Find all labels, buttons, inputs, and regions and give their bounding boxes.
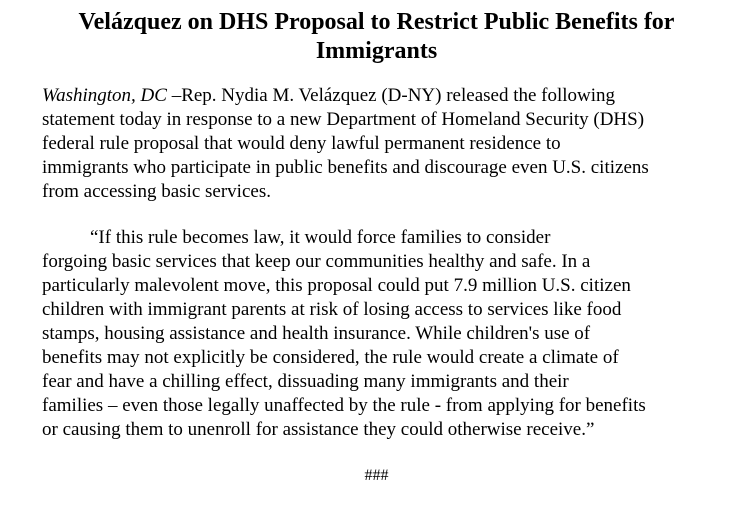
intro-paragraph (42, 84, 649, 204)
end-mark: ### (364, 467, 389, 484)
intro-line: from accessing basic services. (42, 181, 271, 202)
quote-line: benefits may not explicitly be considered, the rule would create a climate of (42, 347, 619, 368)
quote-line: particularly malevolent move, this proposal could put 7.9 million U.S. citizen (42, 275, 631, 296)
press-release-title (20, 8, 733, 66)
intro-line: statement today in response to a new Department of Homeland Security (DHS) (42, 109, 645, 130)
title-line: Immigrants (315, 38, 438, 64)
quote-line: fear and have a chilling effect, dissuading many immigrants and their (42, 371, 569, 392)
dateline: Washington, DC (42, 85, 167, 106)
intro-line: immigrants who participate in public benefits and discourage even U.S. citizens (42, 157, 649, 178)
quote-line: stamps, housing assistance and health insurance. While children's use of (42, 323, 591, 344)
title-line: Velázquez on DHS Proposal to Restrict Public Benefits for (78, 9, 675, 35)
quote-line: families – even those legally unaffected by the rule - from applying for benefits (42, 395, 646, 416)
intro-line: federal rule proposal that would deny lawful permanent residence to (42, 133, 561, 154)
intro-text: –Rep. Nydia M. Velázquez (D-NY) released the following (166, 85, 616, 106)
intro-line (42, 84, 649, 108)
quote-line: “If this rule becomes law, it would force families to consider (90, 227, 551, 248)
quote-line: or causing them to unenroll for assistance they could otherwise receive.” (42, 419, 595, 440)
quote-line: children with immigrant parents at risk of losing access to services like food (42, 299, 622, 320)
quote-paragraph (42, 226, 646, 442)
quote-line: forgoing basic services that keep our communities healthy and safe. In a (42, 251, 591, 272)
